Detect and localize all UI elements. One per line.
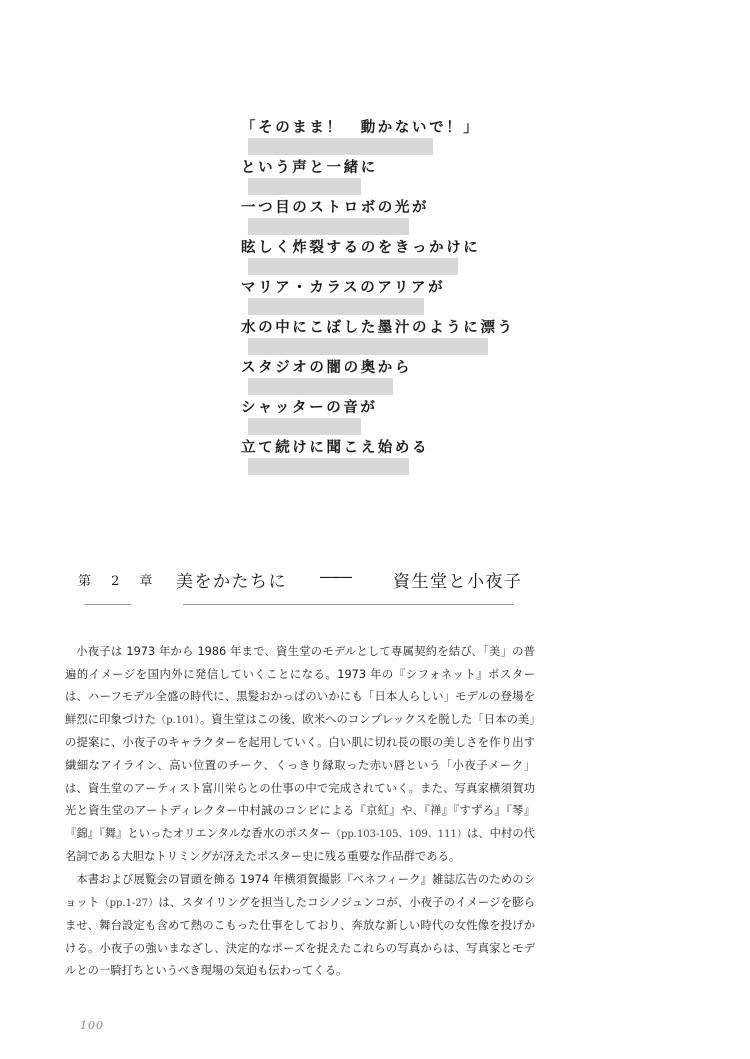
poem-line-text: 立て続けに聞こえ始める — [241, 439, 430, 456]
paragraph-text: 小夜子は 1973 年から 1986 年まで、資生堂のモデルとして専属契約を結び、「美」の普遍的イメージを国内外に発信していくことになる。1973 年の『シフォネット』ポスターは、ハーフモデル全盛の時代に、黒髪おかっぱのいかにも「日本人らしい」モデルの登場を鮮烈に印象づけた — [65, 645, 535, 726]
poem-line-text: 水の中にこぼした墨汁のように漂う — [241, 319, 515, 336]
redaction-bar — [248, 378, 393, 395]
redaction-bar — [248, 338, 488, 355]
redaction-bar — [248, 418, 361, 435]
paragraph-text: は、スタイリングを担当したコシノジュンコが、小夜子のイメージを膨らませ、舞台設定も含めて熱のこもった仕事をしており、奔放な新しい時代の女性像を投げかける。小夜子の強いまなざし、決定的なポーズを捉えたこれらの写真からは、写真家とモデルとの一騎打ちというべき現場の気迫も伝わってくる。 — [65, 895, 535, 978]
poem-line — [241, 398, 515, 438]
poem-line-text: シャッターの音が — [241, 399, 378, 416]
poem-line — [241, 278, 515, 318]
poem-line — [241, 118, 515, 158]
chapter-dash: ―― — [320, 567, 350, 587]
poem-line-text: 眩しく炸裂するのをきっかけに — [241, 239, 481, 256]
paragraph-text: 。資生堂はこの後、欧米へのコンプレックスを脱した「日本の美」の提案に、小夜子のキャラクターを起用していく。白い肌に切れ長の眼の美しさを作り出す繊細なアイライン、高い位置のチーク、くっきり縁取った赤い唇という「小夜子メーク」は、資生堂のアーティスト富川栄らとの仕事の中で完成されていく。また、写真家横須賀功光と資生堂のアートディレクター中村誠のコンビによる『京紅』や、『禅』『すずろ』『琴』『錦』『舞』といったオリエンタルな香水のポスター — [65, 712, 535, 840]
chapter-subtitle: 資生堂と小夜子 — [393, 572, 523, 592]
poem-line-text: という声と一緒に — [241, 159, 378, 176]
poem — [241, 118, 515, 478]
chapter-title: 美をかたちに — [176, 572, 287, 592]
poem-line — [241, 238, 515, 278]
redaction-bar — [248, 258, 458, 275]
page-reference: （p.101） — [156, 714, 200, 726]
paragraph — [65, 641, 535, 869]
poem-line-text: 一つ目のストロボの光が — [241, 199, 430, 216]
poem-line-text: 「そのまま！ 動かないで！」 — [241, 119, 481, 136]
poem-line-text: スタジオの闇の奥から — [241, 359, 412, 376]
poem-line — [241, 318, 515, 358]
paragraph-text: 本書および展覧会の冒頭を飾る 1974 年横須賀撮影『ベネフィーク』雑誌広告のためのショット — [65, 872, 535, 909]
poem-line-text: マリア・カラスのアリアが — [241, 279, 446, 296]
body-text — [65, 641, 535, 983]
redaction-bar — [248, 178, 361, 195]
poem-line — [241, 198, 515, 238]
poem-line — [241, 158, 515, 198]
redaction-bar — [248, 138, 433, 155]
page-reference: （pp.1-27） — [99, 897, 159, 909]
poem-line — [241, 438, 515, 478]
redaction-bar — [248, 458, 409, 475]
page-reference: （pp.103-105、109、111） — [330, 828, 467, 840]
poem-line — [241, 358, 515, 398]
page-number: 100 — [80, 1019, 104, 1032]
paragraph-text: は、中村の代名詞である大胆なトリミングが冴えたポスター史に残る重要な作品群である。 — [65, 826, 535, 864]
paragraph — [65, 869, 535, 983]
chapter-number: 第 2 章 — [78, 574, 161, 589]
chapter-number-underline — [84, 604, 131, 605]
redaction-bar — [248, 218, 409, 235]
redaction-bar — [248, 298, 424, 315]
chapter-title-underline — [183, 604, 514, 605]
